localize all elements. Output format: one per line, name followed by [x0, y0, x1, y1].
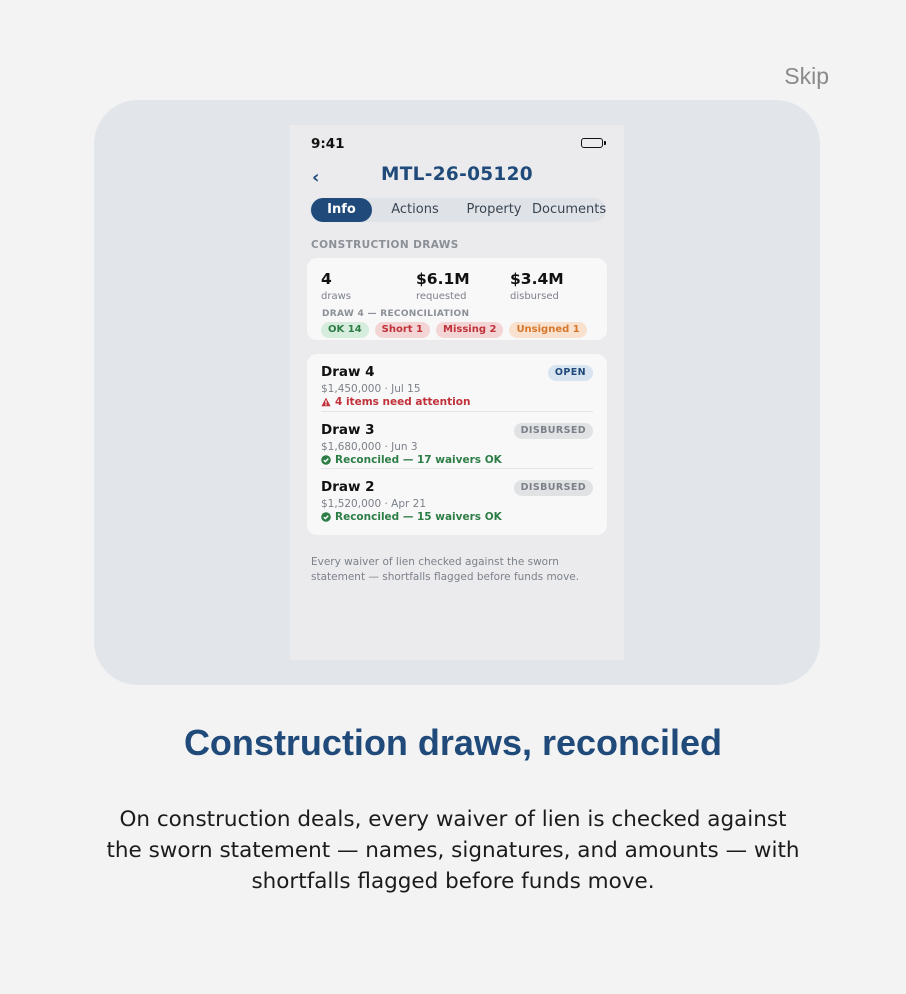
stat-draws	[321, 270, 351, 302]
page-title: MTL-26-05120	[381, 164, 533, 185]
status-badge: DISBURSED	[514, 423, 593, 439]
draws-summary-card	[307, 258, 607, 340]
stat-disbursed	[510, 270, 564, 302]
draw-title: Draw 3	[321, 422, 375, 438]
pill-ok[interactable]: OK 14	[321, 322, 369, 338]
onboarding-headline: Construction draws, reconciled	[183, 722, 723, 763]
tab-actions[interactable]: Actions	[391, 202, 439, 217]
stat-label: requested	[416, 291, 467, 302]
check-circle-icon	[321, 455, 331, 465]
list-item-draw-4[interactable]	[321, 354, 593, 411]
stat-value: 4	[321, 270, 332, 288]
list-item-draw-2[interactable]	[321, 468, 593, 525]
reconciliation-label: DRAW 4 — RECONCILIATION	[322, 309, 470, 319]
reconciliation-pills	[321, 322, 587, 338]
status-badge: OPEN	[548, 365, 593, 381]
status-bar	[290, 125, 624, 161]
draw-status	[321, 454, 502, 466]
draw-meta: $1,680,000 · Jun 3	[321, 441, 418, 453]
list-item-draw-3[interactable]	[321, 411, 593, 468]
status-time: 9:41	[311, 136, 345, 152]
warning-icon	[321, 397, 331, 407]
stat-value: $3.4M	[510, 270, 564, 288]
pill-short[interactable]: Short 1	[375, 322, 430, 338]
draw-meta: $1,450,000 · Jul 15	[321, 383, 421, 395]
draws-list	[307, 354, 607, 535]
draw-status	[321, 511, 502, 523]
stat-value: $6.1M	[416, 270, 470, 288]
tab-property[interactable]: Property	[466, 202, 522, 217]
battery-icon	[581, 138, 603, 148]
pill-missing[interactable]: Missing 2	[436, 322, 503, 338]
draw-meta: $1,520,000 · Apr 21	[321, 498, 426, 510]
skip-button[interactable]: Skip	[784, 63, 829, 89]
onboarding-body: On construction deals, every waiver of lien is checked against the sworn statement — names, signatures, and amounts — with shortfalls flagged before funds move.	[106, 807, 800, 894]
section-label: CONSTRUCTION DRAWS	[311, 239, 459, 251]
draw-status	[321, 396, 470, 408]
stat-label: disbursed	[510, 291, 559, 302]
chevron-left-icon[interactable]: ‹	[312, 167, 320, 188]
check-circle-icon	[321, 512, 331, 522]
stat-requested	[416, 270, 470, 302]
draw-status-text: Reconciled — 17 waivers OK	[335, 454, 502, 466]
status-badge: DISBURSED	[514, 480, 593, 496]
pill-unsigned[interactable]: Unsigned 1	[509, 322, 586, 338]
tab-documents[interactable]: Documents	[532, 202, 607, 217]
footnote: Every waiver of lien checked against the sworn statement — shortfalls flagged before funds move.	[311, 556, 580, 583]
draw-status-text: 4 items need attention	[335, 396, 471, 408]
tab-info[interactable]: Info	[311, 198, 372, 222]
tab-bar	[310, 198, 606, 222]
phone-preview	[290, 125, 624, 660]
draw-title: Draw 2	[321, 479, 375, 495]
stat-label: draws	[321, 291, 351, 302]
draw-title: Draw 4	[321, 364, 375, 380]
draw-status-text: Reconciled — 15 waivers OK	[335, 511, 502, 523]
